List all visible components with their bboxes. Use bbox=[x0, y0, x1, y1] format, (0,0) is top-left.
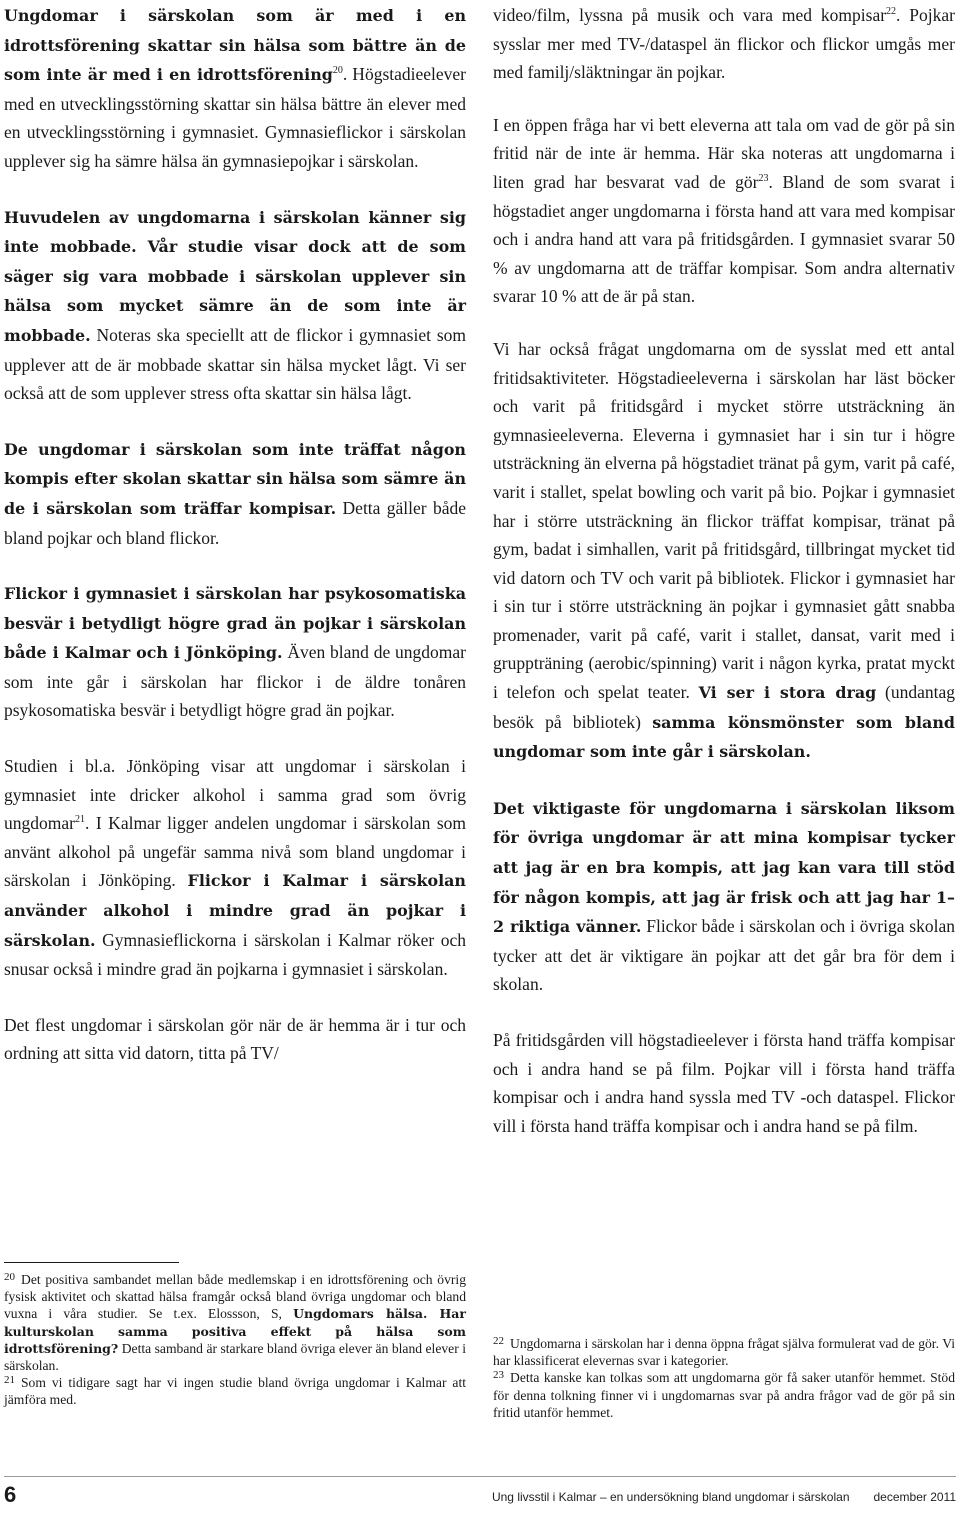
footnote-number: 23 bbox=[493, 1369, 504, 1382]
paragraph-text: Det flest ungdomar i särskolan gör när de är hemma är i tur och ordning att sitta vid datorn, titta på TV/ bbox=[4, 1014, 466, 1064]
paragraph-text: Flickor både i särskolan och i övriga skolan tycker att det är viktigare än pojkar att det går bra för dem i skolan. bbox=[493, 916, 956, 995]
paragraph-open-question bbox=[493, 111, 955, 311]
paragraph-psychosomatic bbox=[4, 579, 466, 725]
paragraph-most-important bbox=[493, 794, 955, 999]
bold-statement: Huvudelen av ungdomarna i särskolan känner sig inte mobbade. Vår studie visar dock att de som säger sig vara mobbade i särskolan upplever sin hälsa som mycket sämre än de som inte är mobbade. bbox=[4, 207, 466, 345]
publication-date: december 2011 bbox=[873, 1490, 956, 1504]
footnote-text: Detta samband är starkare bland övriga elever än bland elever i särskolan. bbox=[4, 1340, 466, 1374]
footnote-23 bbox=[493, 1369, 955, 1421]
footnote-20 bbox=[4, 1271, 466, 1374]
footnote-21 bbox=[4, 1374, 466, 1408]
page-number: 6 bbox=[4, 1482, 17, 1507]
bold-statement: Flickor i gymnasiet i särskolan har psykosomatiska besvär i betydligt högre grad än pojkar i särskolan både i Kalmar och i Jönköping. bbox=[4, 584, 466, 663]
paragraph-text: Detta gäller både bland pojkar och bland flickor. bbox=[4, 497, 466, 548]
bold-statement: Flickor i Kalmar i särskolan använder alkohol i mindre grad än pojkar i särskolan. bbox=[4, 871, 466, 950]
footnotes-left bbox=[4, 1271, 466, 1409]
paragraph-text: Även bland de ungdomar som inte går i särskolan har flickor i de äldre tonåren psykosomatiska besvär i betydligt högre grad än pojkar. bbox=[4, 642, 466, 721]
right-column bbox=[493, 1, 955, 1140]
footnote-ref[interactable]: 20 bbox=[332, 65, 343, 77]
paragraph-text: . Pojkar sysslar mer med TV-/dataspel än flickor och flickor umgås mer med familj/släktningar än pojkar. bbox=[493, 5, 955, 83]
footnote-ref[interactable]: 23 bbox=[758, 172, 769, 184]
paragraph-text: I en öppen fråga har vi bett eleverna att tala om vad de gör på sin fritid när de inte är hemma. Här ska noteras att ungdomarna i liten grad har besvarat vad de gör bbox=[493, 114, 955, 192]
paragraph-text: På fritidsgården vill högstadieelever i första hand träffa kompisar och i andra hand se på film. Pojkar vill i första hand träffa kompisar och i andra hand syssla med TV -och dataspel. Flickor vill i första hand träffa kompisar och i andra hand se på film. bbox=[493, 1030, 955, 1136]
paragraph-text: . I Kalmar ligger andelen ungdomar i särskolan som använt alkohol på ungefär samma nivå som bland ungdomar i särskolan i Jönköping. bbox=[4, 813, 466, 891]
footnote-divider bbox=[4, 1262, 179, 1263]
footnote-number: 21 bbox=[4, 1374, 15, 1387]
footnote-text: Detta kanske kan tolkas som att ungdomarna gör få saker utanför hemmet. Stöd för denna tolkning finner vi i ungdomarnas svar på andra frågor vad de gör på sin fritid utanför hemmet. bbox=[493, 1370, 955, 1420]
paragraph-text: (undantag besök på bibliotek) bbox=[493, 682, 955, 732]
bold-statement: De ungdomar i särskolan som inte träffat någon kompis efter skolan skattar sin hälsa som sämre än de i särskolan som träffar kompisar. bbox=[4, 439, 466, 518]
footnote-title: Ungdomars hälsa. Har kulturskolan samma positiva effekt på hälsa som idrottsförening? bbox=[4, 1306, 466, 1356]
footnote-text: Det positiva sambandet mellan både medlemskap i en idrottsförening och övrig fysisk aktivitet och skattad hälsa framgår också bland övriga ungdomar och bland vuxna i våra studier. Se t.ex. Elossson, S, bbox=[4, 1272, 466, 1322]
bold-statement: Vi ser i stora drag bbox=[698, 683, 877, 703]
running-title: Ung livsstil i Kalmar – en undersökning bland ungdomar i särskolan bbox=[491, 1490, 850, 1504]
footer-divider bbox=[4, 1476, 956, 1477]
footnote-22 bbox=[493, 1335, 955, 1369]
footnote-text: Som vi tidigare sagt har vi ingen studie bland övriga ungdomar i Kalmar att jämföra med. bbox=[4, 1375, 466, 1408]
footnote-number: 20 bbox=[4, 1271, 15, 1283]
bold-statement: Ungdomar i särskolan som är med i en idrottsförening skattar sin hälsa som bättre än de som inte är med i en idrottsförening bbox=[4, 6, 466, 85]
paragraph-text: Gymnasieflickorna i särskolan i Kalmar röker och snusar också i mindre grad än pojkarna i gymnasiet i särskolan. bbox=[4, 929, 466, 980]
paragraph-home-activities bbox=[4, 1011, 466, 1068]
footnote-text: Ungdomarna i särskolan har i denna öppna frågat själva formulerat vad de gör. Vi har klassificerat elevernas svar i kategorier. bbox=[493, 1336, 955, 1369]
paragraph-home-activities-cont bbox=[493, 1, 955, 87]
paragraph-text: Vi har också frågat ungdomarna om de sysslat med ett antal fritidsaktiviteter. Högstadieeleverna i särskolan har läst böcker och varit på fritidsgård i mycket större utsträckning än gymnasieeleverna. Eleverna i gymnasiet har i sin tur i högre utsträckning än elverna på högstadiet tränat på gym, varit på café, varit i stallet, spelat bowling och varit på bio. Pojkar i gymnasiet har i större utsträckning än flickor träffat kompisar, tränat på gym, badat i simhallen, varit på fritidsgård, tillbringat mycket tid vid datorn och TV och varit på bibliotek. Flickor i gymnasiet har i sin tur i större utsträckning än pojkar i gymnasiet gått snabba promenader, varit på café, varit i stallet, dansat, varit med i gruppträning (aerobic/spinning) varit i någon kyrka, pratat myckt i telefon och spelat teater. bbox=[493, 338, 955, 703]
paragraph-bullying bbox=[4, 203, 466, 408]
bold-statement: Det viktigaste för ungdomarna i särskolan liksom för övriga ungdomar är att mina kompisar tycker att jag är en bra kompis, att jag kan vara till stöd för någon kompis, att jag är frisk och att jag har 1–2 riktiga vänner. bbox=[493, 798, 955, 937]
paragraph-leisure-activities bbox=[493, 335, 955, 767]
paragraph-friends bbox=[4, 435, 466, 552]
footnote-ref[interactable]: 22 bbox=[886, 6, 897, 17]
left-column bbox=[4, 1, 466, 1068]
paragraph-alcohol bbox=[4, 752, 466, 984]
footnote-ref[interactable]: 21 bbox=[74, 814, 85, 826]
paragraph-sports-health bbox=[4, 1, 466, 176]
footnote-number: 22 bbox=[493, 1335, 504, 1347]
paragraph-text: . Högstadieelever med en utvecklingsstörning skattar sin hälsa bättre än elever med en utvecklingsstörning i gymnasiet. Gymnasieflickor i särskolan upplever sig ha sämre hälsa än gymnasiepojkar i särskolan. bbox=[4, 64, 467, 171]
paragraph-text: . Bland de som svarat i högstadiet anger ungdomarna i första hand att vara med kompisar och i andra hand att vara på fritidsgården. I gymnasiet svarar 50 % av ungdomarna att de träffar kompisar. Som andra alternativ svarar 10 % att de är på stan. bbox=[493, 171, 955, 307]
bold-statement: samma könsmönster som bland ungdomar som inte går i särskolan. bbox=[493, 712, 955, 762]
paragraph-text: Studien i bl.a. Jönköping visar att ungdomar i särskolan i gymnasiet inte dricker alkohol i samma grad som övrig ungdomar bbox=[4, 756, 466, 834]
paragraph-text: Noteras ska speciellt att de flickor i gymnasiet som upplever att de är mobbade skattar sin hälsa mycket lågt. Vi ser också att de som upplever stress ofta skattar sin hälsa lågt. bbox=[4, 324, 466, 404]
footnotes-right bbox=[493, 1335, 955, 1421]
running-footer bbox=[468, 1490, 956, 1504]
paragraph-youth-center bbox=[493, 1026, 955, 1140]
paragraph-text: video/film, lyssna på musik och vara med kompisar bbox=[493, 5, 887, 25]
